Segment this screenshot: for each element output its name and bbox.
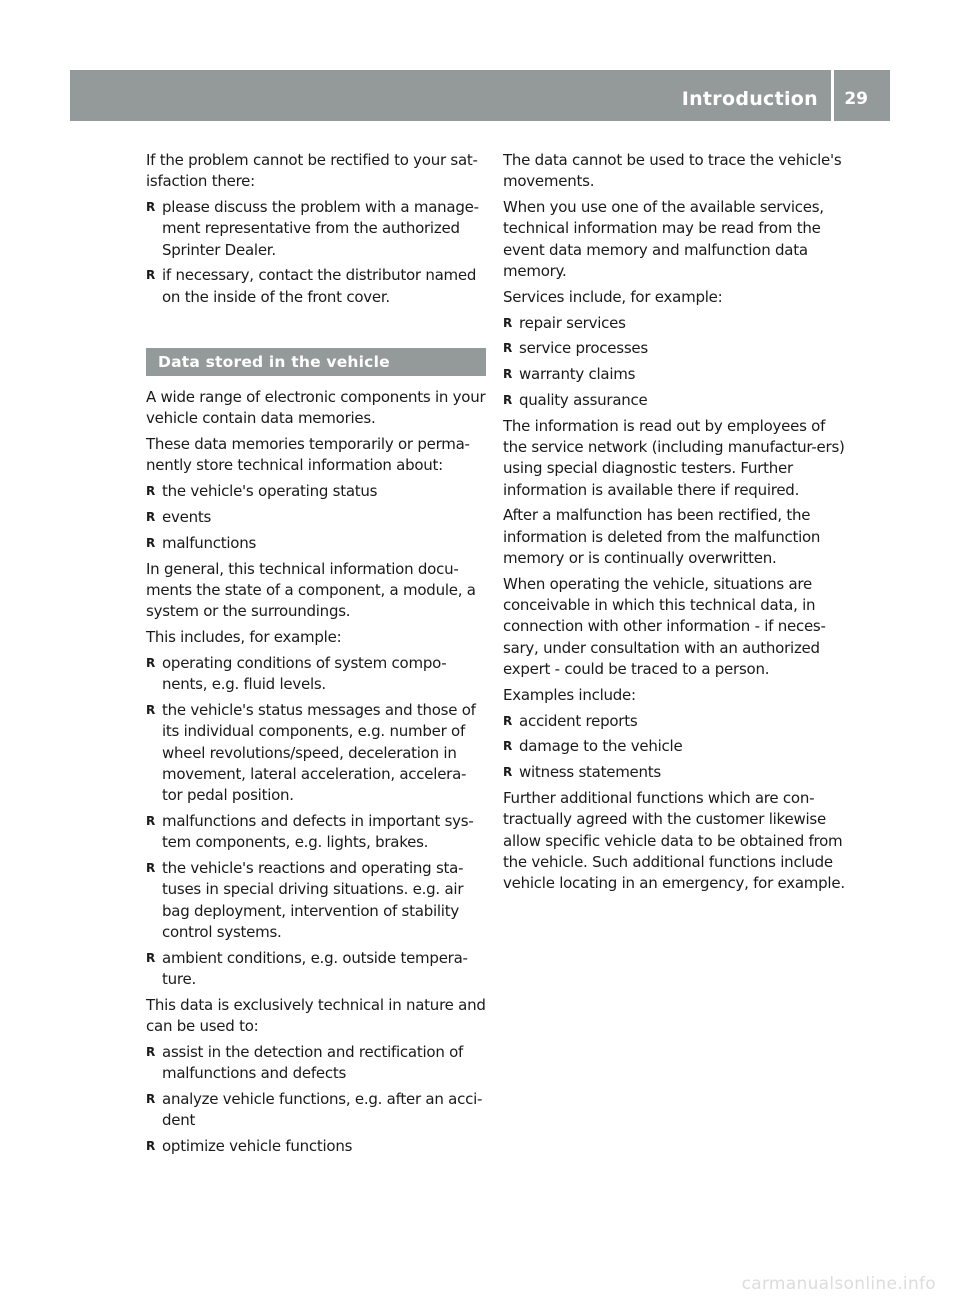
- header-title: Introduction: [681, 88, 818, 110]
- list-item-text: repair services: [519, 313, 626, 332]
- paragraph: The information is read out by employees of the service network (including manufactur-ers) using special diagnostic testers. Further information is available there if required.: [503, 416, 845, 499]
- list-item: [503, 711, 848, 732]
- examples-bullet-list: [503, 711, 848, 784]
- page-number: 29: [844, 89, 868, 109]
- paragraph: After a malfunction has been rectified, the information is deleted from the malfunction memory or is continually overwritten.: [503, 506, 821, 568]
- paragraph: The data cannot be used to trace the vehicle's movements.: [503, 151, 842, 191]
- bullet-icon: R: [503, 367, 512, 382]
- list-item-text: accident reports: [519, 711, 638, 730]
- bullet-icon: R: [146, 702, 155, 717]
- list-item-text: please discuss the problem with a manage-ment representative from the authorized Sprinter Dealer.: [162, 198, 479, 259]
- list-item: [503, 313, 848, 334]
- header-divider: [831, 70, 834, 121]
- bullet-icon: R: [146, 268, 155, 283]
- list-item-text: damage to the vehicle: [519, 737, 683, 756]
- list-item-text: operating conditions of system compo-nents, e.g. fluid levels.: [162, 653, 447, 694]
- services-bullet-list: [503, 313, 848, 412]
- bullet-icon: R: [146, 484, 155, 499]
- list-item: [146, 533, 486, 554]
- list-item: [146, 811, 486, 854]
- list-item: [146, 197, 486, 261]
- list-item-text: assist in the detection and rectification of malfunctions and defects: [162, 1042, 464, 1083]
- list-item: [146, 481, 486, 502]
- bullet-icon: R: [146, 510, 155, 525]
- bullet-icon: R: [503, 739, 512, 754]
- list-item: [146, 1136, 486, 1157]
- paragraph: Examples include:: [503, 685, 636, 704]
- list-item: [503, 338, 848, 359]
- bullet-icon: R: [503, 392, 512, 407]
- list-item-text: malfunctions: [162, 533, 257, 552]
- page-header: [70, 70, 890, 121]
- bullet-icon: R: [146, 1044, 155, 1059]
- list-item-text: witness statements: [519, 763, 661, 782]
- paragraph: Services include, for example:: [503, 287, 723, 306]
- list-item: [503, 390, 848, 411]
- left-column: [146, 150, 486, 1162]
- list-item-text: warranty claims: [519, 365, 636, 384]
- list-item-text: events: [162, 508, 212, 527]
- list-item: [146, 265, 486, 308]
- bullet-icon: R: [503, 315, 512, 330]
- paragraph: These data memories temporarily or perma-nently store technical information about:: [146, 435, 470, 475]
- list-item-text: the vehicle's operating status: [162, 482, 378, 501]
- paragraph: Further additional functions which are con-tractually agreed with the customer likewise allow specific vehicle data to be obtained from the vehicle. Such additional functions include vehicle locating in an emergency, for example.: [503, 789, 845, 893]
- bullet-icon: R: [146, 861, 155, 876]
- paragraph: When operating the vehicle, situations are conceivable in which this technical data, in connection with other information - if neces-sary, under consultation with an authorized expert - could be traced to a person.: [503, 574, 826, 679]
- bullet-icon: R: [146, 1139, 155, 1154]
- list-item-text: the vehicle's reactions and operating sta-tuses in special driving situations. e.g. air bag deployment, intervention of stability control systems.: [162, 859, 464, 941]
- bullet-icon: R: [146, 950, 155, 965]
- paragraph: A wide range of electronic components in your vehicle contain data memories.: [146, 388, 486, 428]
- list-item-text: optimize vehicle functions: [162, 1137, 353, 1156]
- list-item-text: malfunctions and defects in important sys-tem components, e.g. lights, brakes.: [162, 811, 474, 852]
- status-bullet-list: [146, 481, 486, 554]
- list-item: [146, 507, 486, 528]
- bullet-icon: R: [146, 813, 155, 828]
- list-item-text: if necessary, contact the distributor named on the inside of the front cover.: [162, 266, 477, 306]
- list-item: [146, 948, 486, 991]
- list-item: [146, 1089, 486, 1132]
- paragraph: In general, this technical information docu-ments the state of a component, a module, a system or the surroundings.: [146, 559, 476, 621]
- bullet-icon: R: [146, 200, 155, 215]
- list-item: [146, 700, 486, 806]
- list-item: [146, 653, 486, 696]
- bullet-icon: R: [146, 655, 155, 670]
- includes-bullet-list: [146, 653, 486, 990]
- list-item: [503, 762, 848, 783]
- paragraph: This includes, for example:: [146, 628, 342, 647]
- use-bullet-list: [146, 1042, 486, 1157]
- right-column: [503, 150, 848, 899]
- list-item: [146, 858, 486, 943]
- bullet-icon: R: [503, 713, 512, 728]
- list-item-text: quality assurance: [519, 390, 648, 409]
- intro-bullet-list: [146, 197, 486, 308]
- list-item: [503, 364, 848, 385]
- list-item-text: ambient conditions, e.g. outside tempera-ture.: [162, 948, 468, 988]
- list-item: [503, 736, 848, 757]
- list-item-text: the vehicle's status messages and those of its individual components, e.g. number of wheel revolutions/speed, deceleration in movement, lateral acceleration, accelera-tor pedal position.: [162, 700, 476, 805]
- bullet-icon: R: [503, 765, 512, 780]
- bullet-icon: R: [503, 341, 512, 356]
- bullet-icon: R: [146, 1091, 155, 1106]
- list-item-text: analyze vehicle functions, e.g. after an acci-dent: [162, 1089, 483, 1130]
- section-heading: Data stored in the vehicle: [146, 348, 486, 376]
- paragraph: This data is exclusively technical in nature and can be used to:: [146, 995, 486, 1036]
- intro-paragraph: If the problem cannot be rectified to your sat-isfaction there:: [146, 151, 478, 191]
- watermark: carmanualsonline.info: [741, 1274, 936, 1294]
- bullet-icon: R: [146, 535, 155, 550]
- list-item-text: service processes: [519, 339, 648, 358]
- paragraph: When you use one of the available services, technical information may be read from the event data memory and malfunction data memory.: [503, 198, 824, 280]
- list-item: [146, 1042, 486, 1085]
